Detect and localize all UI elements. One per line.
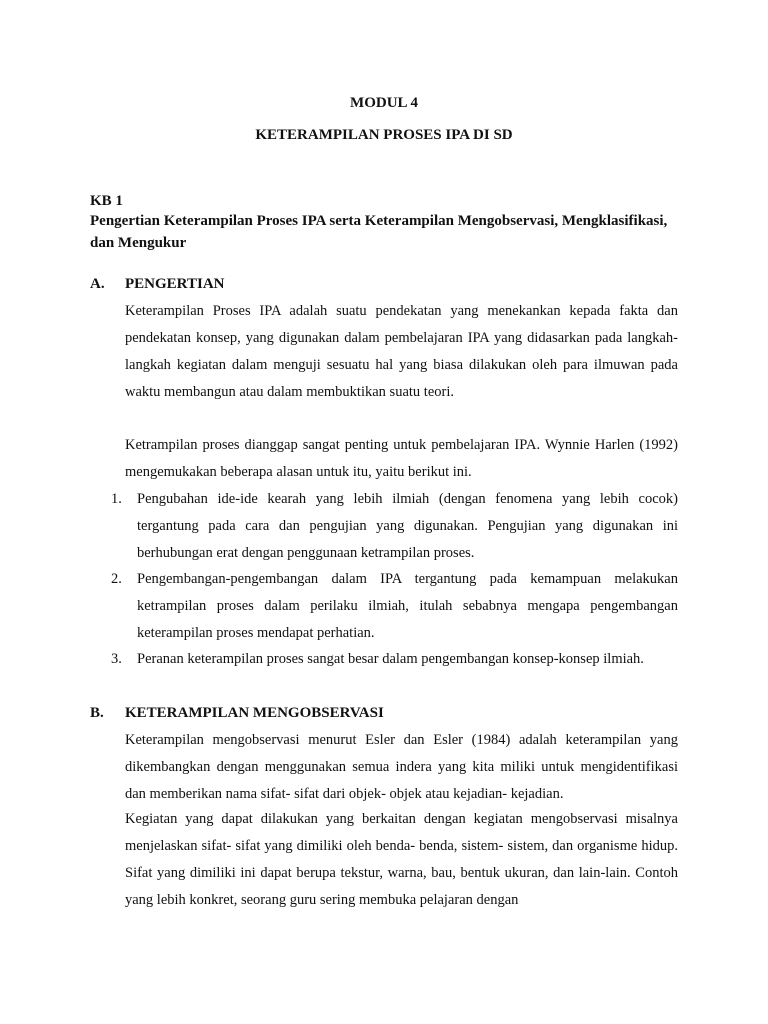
module-heading: MODUL 4: [350, 95, 418, 111]
section-b-paragraph-2: Kegiatan yang dapat dilakukan yang berkaitan dengan kegiatan mengobservasi misalnya menjelaskan sifat- sifat yang dimiliki oleh benda- benda, sistem- sistem, dan organisme hidup. Sifat yang dimiliki ini dapat berupa tekstur, warna, bau, bentuk ukuran, dan lain-lain. Contoh yang lebih konkret, seorang guru sering membuka pelajaran dengan: [125, 811, 678, 908]
list-item-1-number: 1.: [111, 491, 122, 507]
list-item-2-text: Pengembangan-pengembangan dalam IPA tergantung pada kemampuan melakukan ketrampilan proses dalam perilaku ilmiah, itulah sebabnya mengapa pengembangan keterampilan proses mendapat perhatian.: [137, 571, 678, 641]
kb-subtitle-line1: Pengertian Keterampilan Proses IPA serta Keterampilan Mengobservasi, Mengklasifikasi,: [90, 213, 668, 229]
list-item-3-text: Peranan keterampilan proses sangat besar dalam pengembangan konsep-konsep ilmiah.: [137, 651, 644, 667]
section-a-paragraph-2: Ketrampilan proses dianggap sangat penting untuk pembelajaran IPA. Wynnie Harlen (1992) mengemukakan beberapa alasan untuk itu, yaitu berikut ini.: [125, 437, 678, 480]
section-a-letter: A.: [90, 276, 105, 292]
section-a-title: PENGERTIAN: [125, 276, 225, 292]
page-title: KETERAMPILAN PROSES IPA DI SD: [255, 127, 513, 143]
kb-label: KB 1: [90, 193, 123, 209]
section-b-letter: B.: [90, 705, 104, 721]
list-item-2-number: 2.: [111, 571, 122, 587]
list-item-3-number: 3.: [111, 651, 122, 667]
list-item-1-text: Pengubahan ide-ide kearah yang lebih ilmiah (dengan fenomena yang lebih cocok) tergantung pada cara dan pengujian yang digunakan. Pengujian yang digunakan ini berhubungan erat dengan penggunaan ketrampilan proses.: [137, 491, 678, 561]
section-a-paragraph-1: Keterampilan Proses IPA adalah suatu pendekatan yang menekankan kepada fakta dan pendekatan konsep, yang digunakan dalam pembelajaran IPA yang didasarkan pada langkah-langkah kegiatan dalam menguji sesuatu hal yang biasa dilakukan oleh para ilmuwan pada waktu membangun atau dalam membuktikan suatu teori.: [125, 303, 678, 400]
section-b-title: KETERAMPILAN MENGOBSERVASI: [125, 705, 384, 721]
kb-subtitle-line2: dan Mengukur: [90, 235, 187, 251]
section-b-paragraph-1: Keterampilan mengobservasi menurut Esler dan Esler (1984) adalah keterampilan yang dikembangkan dengan menggunakan semua indera yang kita miliki untuk mengidentifikasi dan memberikan nama sifat- sifat dari objek- objek atau kejadian- kejadian.: [125, 732, 678, 802]
